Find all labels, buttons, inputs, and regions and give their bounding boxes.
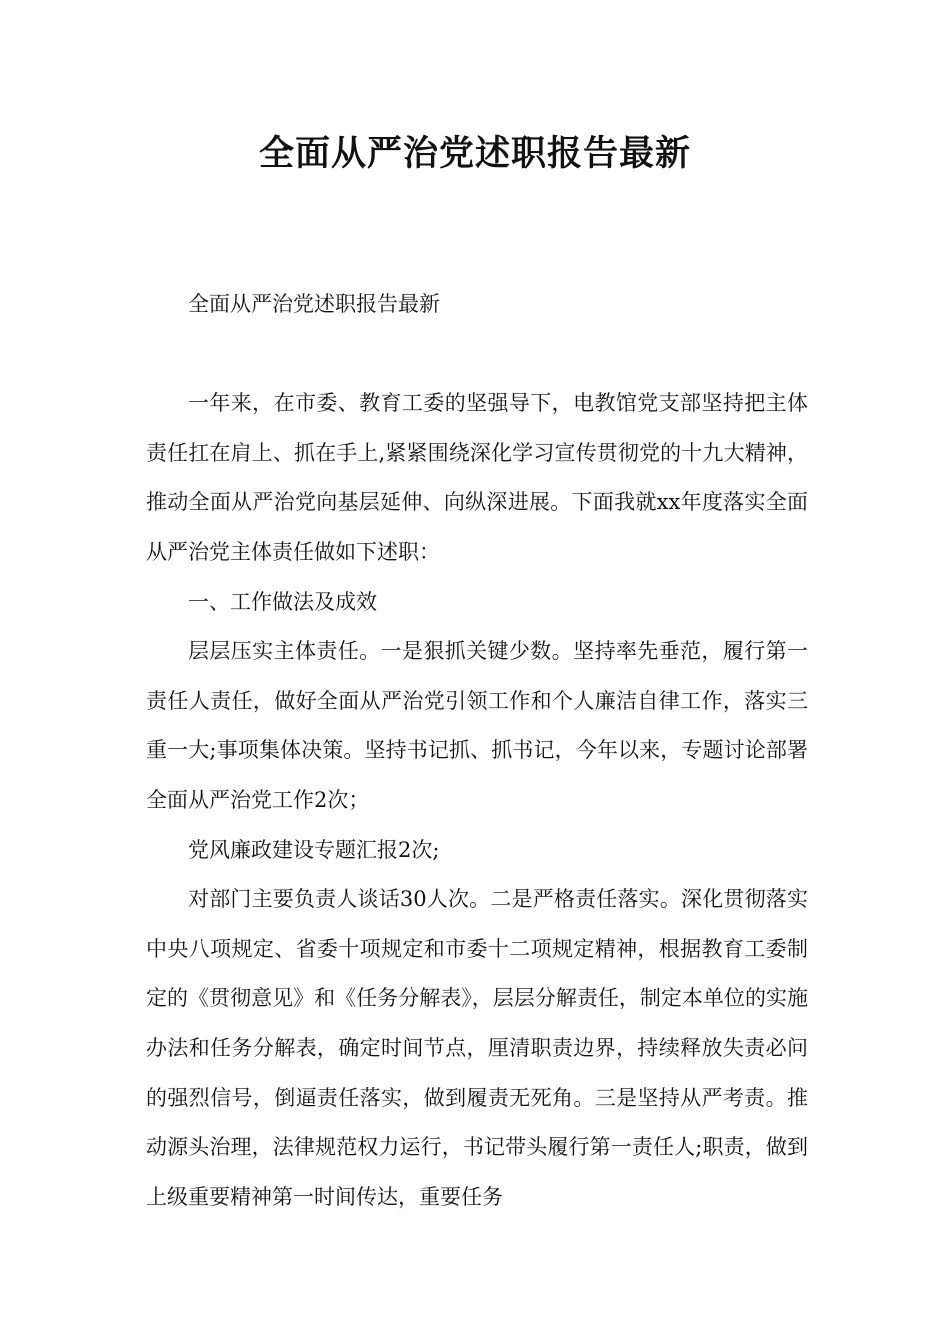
paragraph-report: 党风廉政建设专题汇报2次; [188,837,440,862]
paragraph-talks: 对部门主要负责人谈话30人次。二是严格责任落实。深化贯彻落实中央八项规定、省委十项规定和市委十二项规定精神，根据教育工委制定的《贯彻意见》和《任务分解表》，层层分解责任，制定本单位的实施办法和任务分解表，确定时间节点，厘清职责边界，持续释放失责必问的强烈信号，倒逼责任落实，做到履责无死角。三是坚持从严考责。推动源头治理，法律规范权力运行，书记带头履行第一责任人;职责，做到上级重要精神第一时间传达，重要任务 [146,887,808,1209]
section-heading: 一、工作做法及成效 [188,589,377,614]
paragraph-responsibility: 层层压实主体责任。一是狠抓关键少数。坚持率先垂范，履行第一责任人责任，做好全面从严治党引领工作和个人廉洁自律工作，落实三重一大;事项集体决策。坚持书记抓、抓书记，今年以来，专题讨论部署全面从严治党工作2次； [146,639,808,812]
document-body [146,280,808,1222]
document-subtitle: 全面从严治党述职报告最新 [188,292,440,316]
document-title: 全面从严治党述职报告最新 [258,134,691,174]
paragraph-intro: 一年来，在市委、教育工委的坚强导下，电教馆党支部坚持把主体责任扛在肩上、抓在手上,紧紧围绕深化学习宣传贯彻党的十九大精神，推动全面从严治党向基层延伸、向纵深进展。下面我就xx年度落实全面从严治党主体责任做如下述职： [146,391,808,564]
